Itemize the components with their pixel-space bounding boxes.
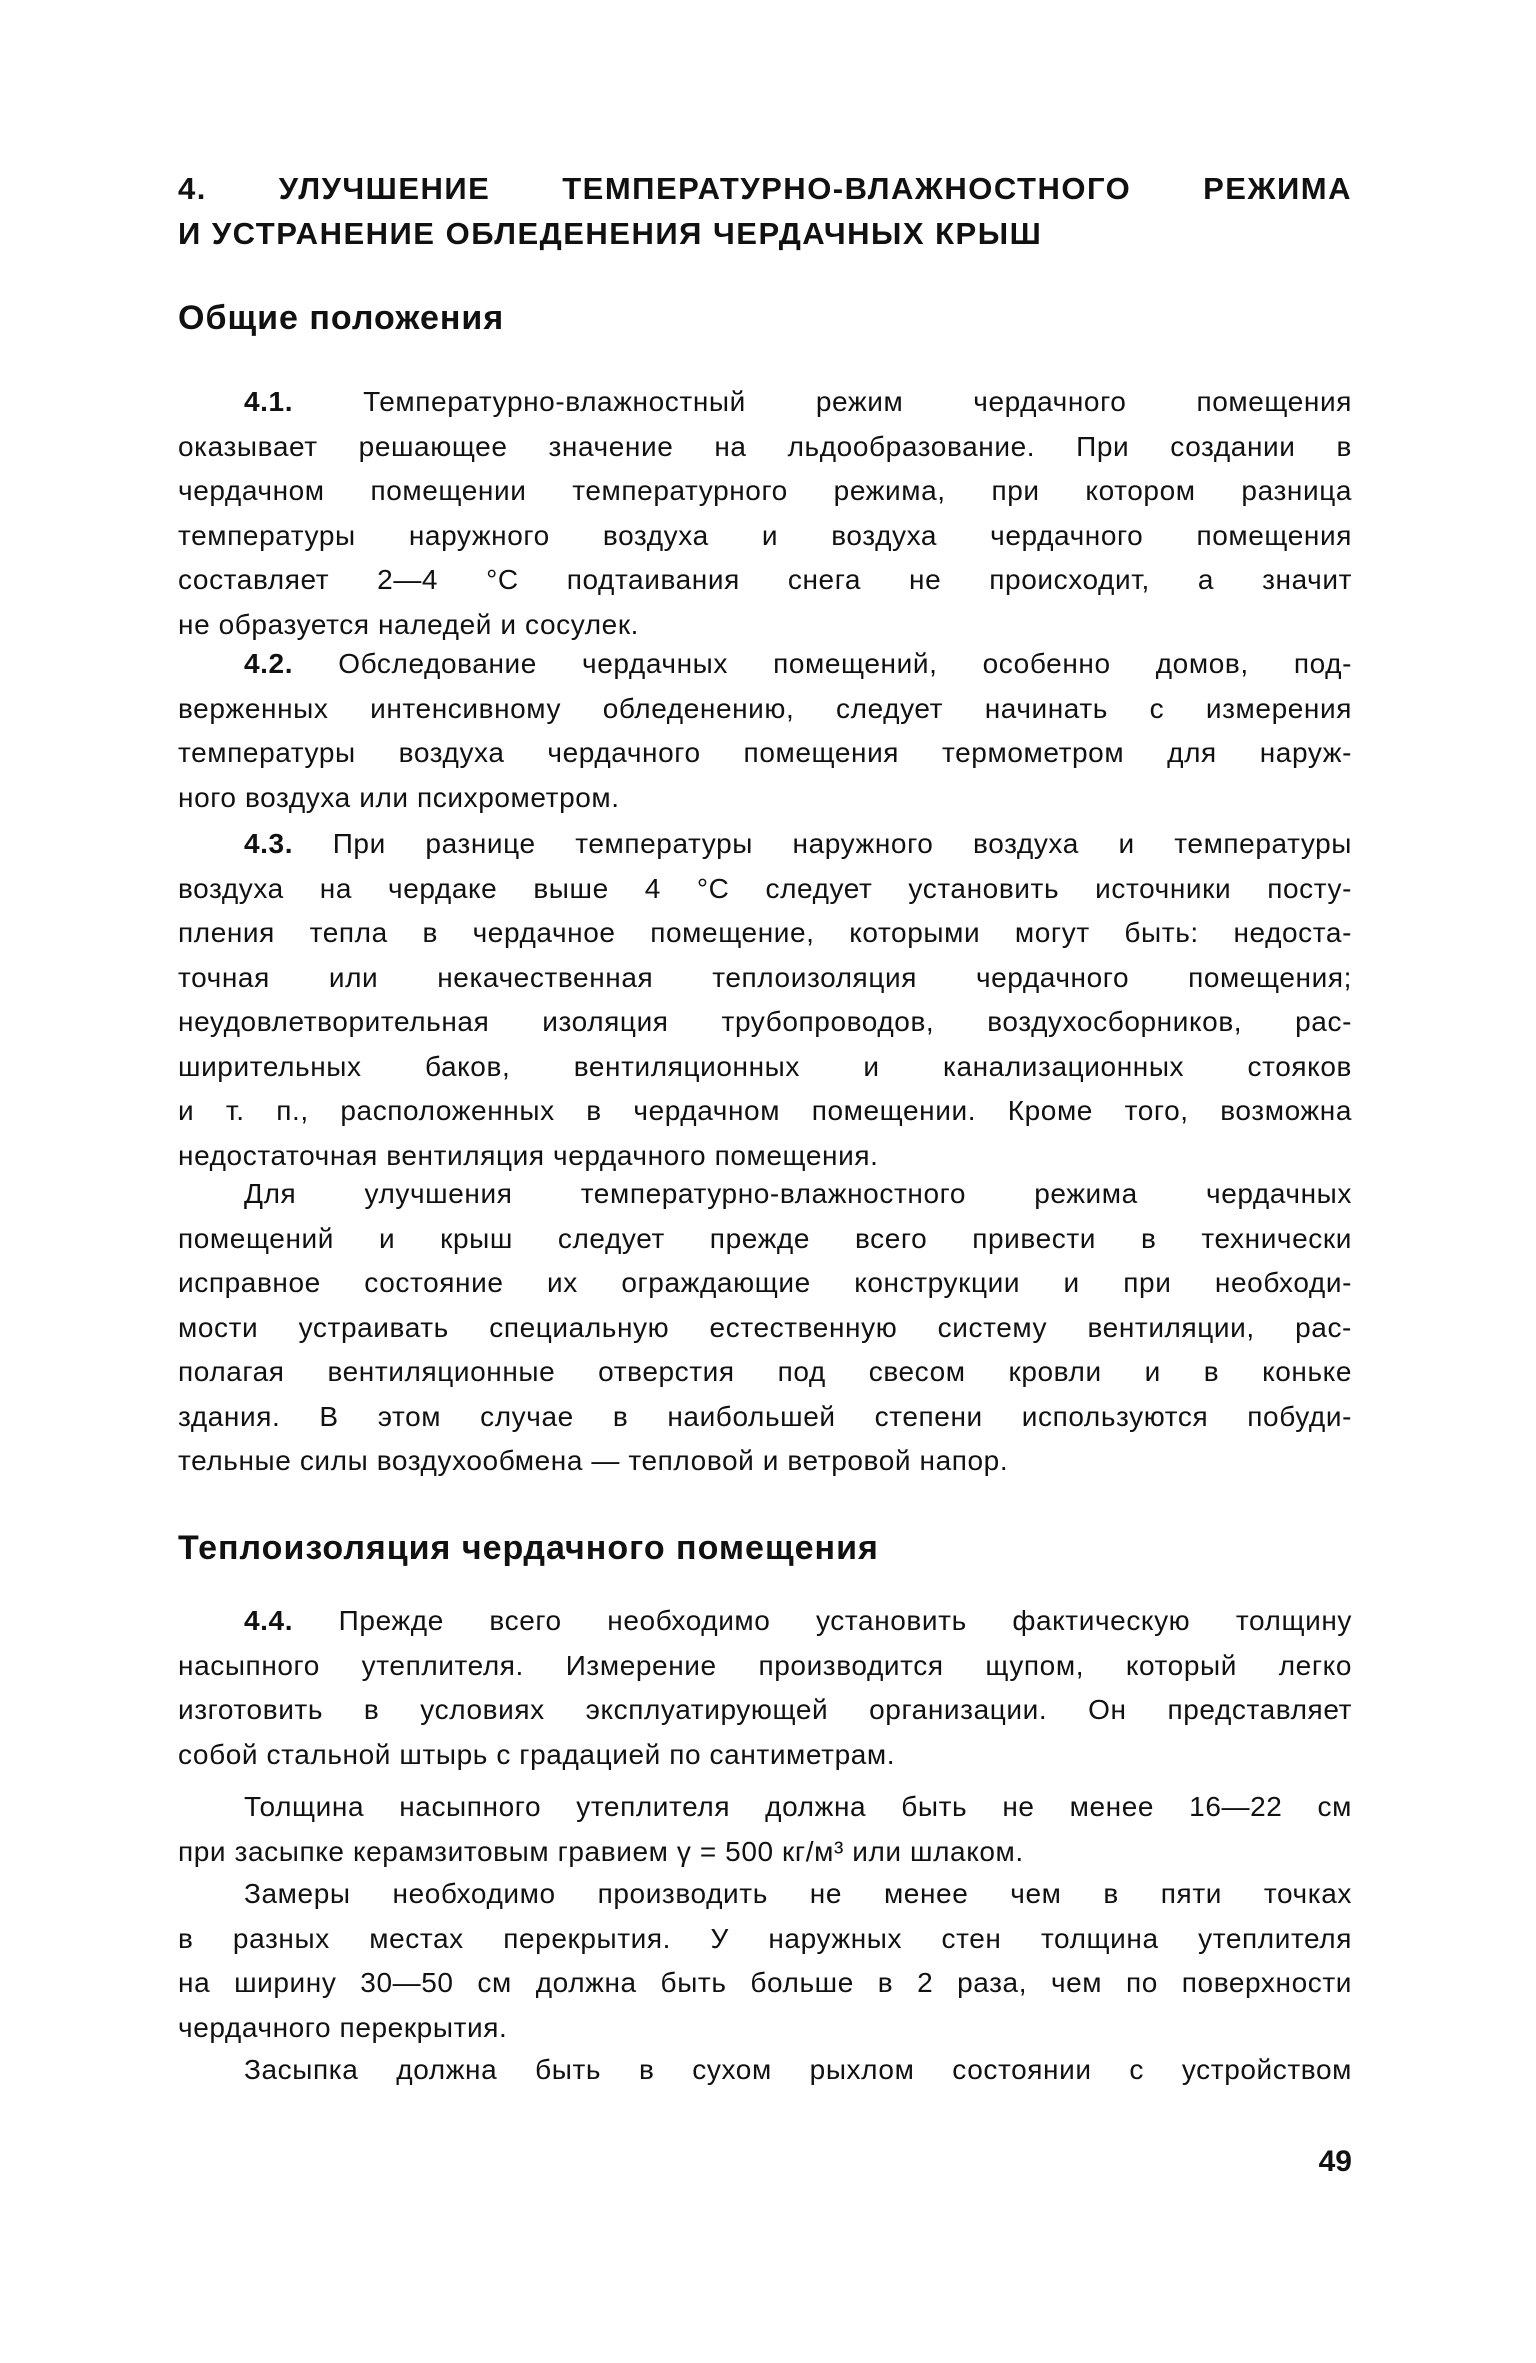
- text-line: недостаточная вентиляция чердачного помещения.: [178, 1139, 879, 1171]
- text-line: 4.1. Температурно-влажностный режим чердачного помещения: [244, 386, 1352, 417]
- text-line: в разных местах перекрытия. У наружных стен толщина утеплителя: [178, 1922, 1352, 1954]
- section-heading-insulation: Теплоизоляция чердачного помещения: [178, 1529, 879, 1567]
- text-line: собой стальной штырь с градацией по сантиметрам.: [178, 1738, 896, 1770]
- paragraph-measurements: [178, 1872, 1352, 2050]
- paragraph-thickness: [178, 1785, 1352, 1874]
- text-line: температуры наружного воздуха и воздуха чердачного помещения: [178, 519, 1352, 551]
- text-line: неудовлетворительная изоляция трубопроводов, воздухосборников, рас-: [178, 1006, 1352, 1037]
- text-line: исправное состояние их ограждающие конструкции и при необходи-: [178, 1267, 1352, 1298]
- text-line: при засыпке керамзитовым гравием γ = 500 кг/м³ или шлаком.: [178, 1835, 1024, 1867]
- clause-number: 4.3.: [244, 828, 333, 859]
- clause-number: 4.4.: [244, 1605, 339, 1636]
- text-line: 4.4. Прежде всего необходимо установить фактическую толщину: [244, 1605, 1352, 1636]
- text-line: изготовить в условиях эксплуатирующей организации. Он представляет: [178, 1694, 1352, 1725]
- text-line: Толщина насыпного утеплителя должна быть не менее 16—22 см: [244, 1791, 1352, 1822]
- text-line: ширительных баков, вентиляционных и канализационных стояков: [178, 1050, 1352, 1082]
- paragraph-4-4: [178, 1599, 1352, 1777]
- text-line: воздуха на чердаке выше 4 °С следует установить источники посту-: [178, 872, 1352, 904]
- paragraph-fill: [178, 2048, 1352, 2093]
- text-line: помещений и крыш следует прежде всего привести в технически: [178, 1222, 1352, 1254]
- text-line: полагая вентиляционные отверстия под свесом кровли и в коньке: [178, 1356, 1352, 1387]
- chapter-title: [178, 166, 1352, 256]
- text-line: насыпного утеплителя. Измерение производится щупом, который легко: [178, 1649, 1352, 1681]
- clause-number: 4.1.: [244, 386, 364, 417]
- clause-number: 4.2.: [244, 648, 339, 679]
- text-line: на ширину 30—50 см должна быть больше в 2 раза, чем по поверхности: [178, 1967, 1352, 1998]
- paragraph-4-1: [178, 380, 1352, 647]
- paragraph-4-3: [178, 822, 1352, 1178]
- text-line: пления тепла в чердачное помещение, которыми могут быть: недоста-: [178, 917, 1352, 948]
- paragraph-improvement: [178, 1172, 1352, 1484]
- text-line: Для улучшения температурно-влажностного режима чердачных: [244, 1178, 1352, 1209]
- text-line: Замеры необходимо производить не менее чем в пяти точках: [244, 1878, 1352, 1909]
- text-line: верженных интенсивному обледенению, следует начинать с измерения: [178, 692, 1352, 724]
- text-line: мости устраивать специальную естественную систему вентиляции, рас-: [178, 1311, 1352, 1343]
- text-line: Засыпка должна быть в сухом рыхлом состоянии с устройством: [244, 2054, 1352, 2085]
- text-line: точная или некачественная теплоизоляция чердачного помещения;: [178, 961, 1352, 993]
- text-line: 4.2. Обследование чердачных помещений, особенно домов, под-: [244, 648, 1353, 679]
- text-line: оказывает решающее значение на льдообразование. При создании в: [178, 430, 1352, 462]
- text-line: чердачном помещении температурного режима, при котором разница: [178, 475, 1352, 506]
- text-line: 4.3. При разнице температуры наружного воздуха и температуры: [244, 828, 1353, 859]
- text-line: и т. п., расположенных в чердачном помещении. Кроме того, возможна: [178, 1095, 1352, 1126]
- text-line: составляет 2—4 °С подтаивания снега не происходит, а значит: [178, 564, 1352, 595]
- text-line: здания. В этом случае в наибольшей степени используются побуди-: [178, 1400, 1352, 1432]
- text-line: тельные силы воздухообмена — тепловой и ветровой напор.: [178, 1445, 1009, 1476]
- page-number: 49: [1318, 2145, 1352, 2178]
- paragraph-4-2: [178, 642, 1352, 820]
- text-line: И УСТРАНЕНИЕ ОБЛЕДЕНЕНИЯ ЧЕРДАЧНЫХ КРЫШ: [178, 216, 1043, 251]
- section-heading-general: Общие положения: [178, 299, 505, 337]
- text-line: чердачного перекрытия.: [178, 2011, 508, 2043]
- text-line: не образуется наледей и сосулек.: [178, 608, 640, 640]
- text-line: ного воздуха или психрометром.: [178, 781, 620, 813]
- text-line: температуры воздуха чердачного помещения термометром для наруж-: [178, 737, 1352, 768]
- text-line: 4. УЛУЧШЕНИЕ ТЕМПЕРАТУРНО-ВЛАЖНОСТНОГО РЕЖИМА: [178, 171, 1352, 206]
